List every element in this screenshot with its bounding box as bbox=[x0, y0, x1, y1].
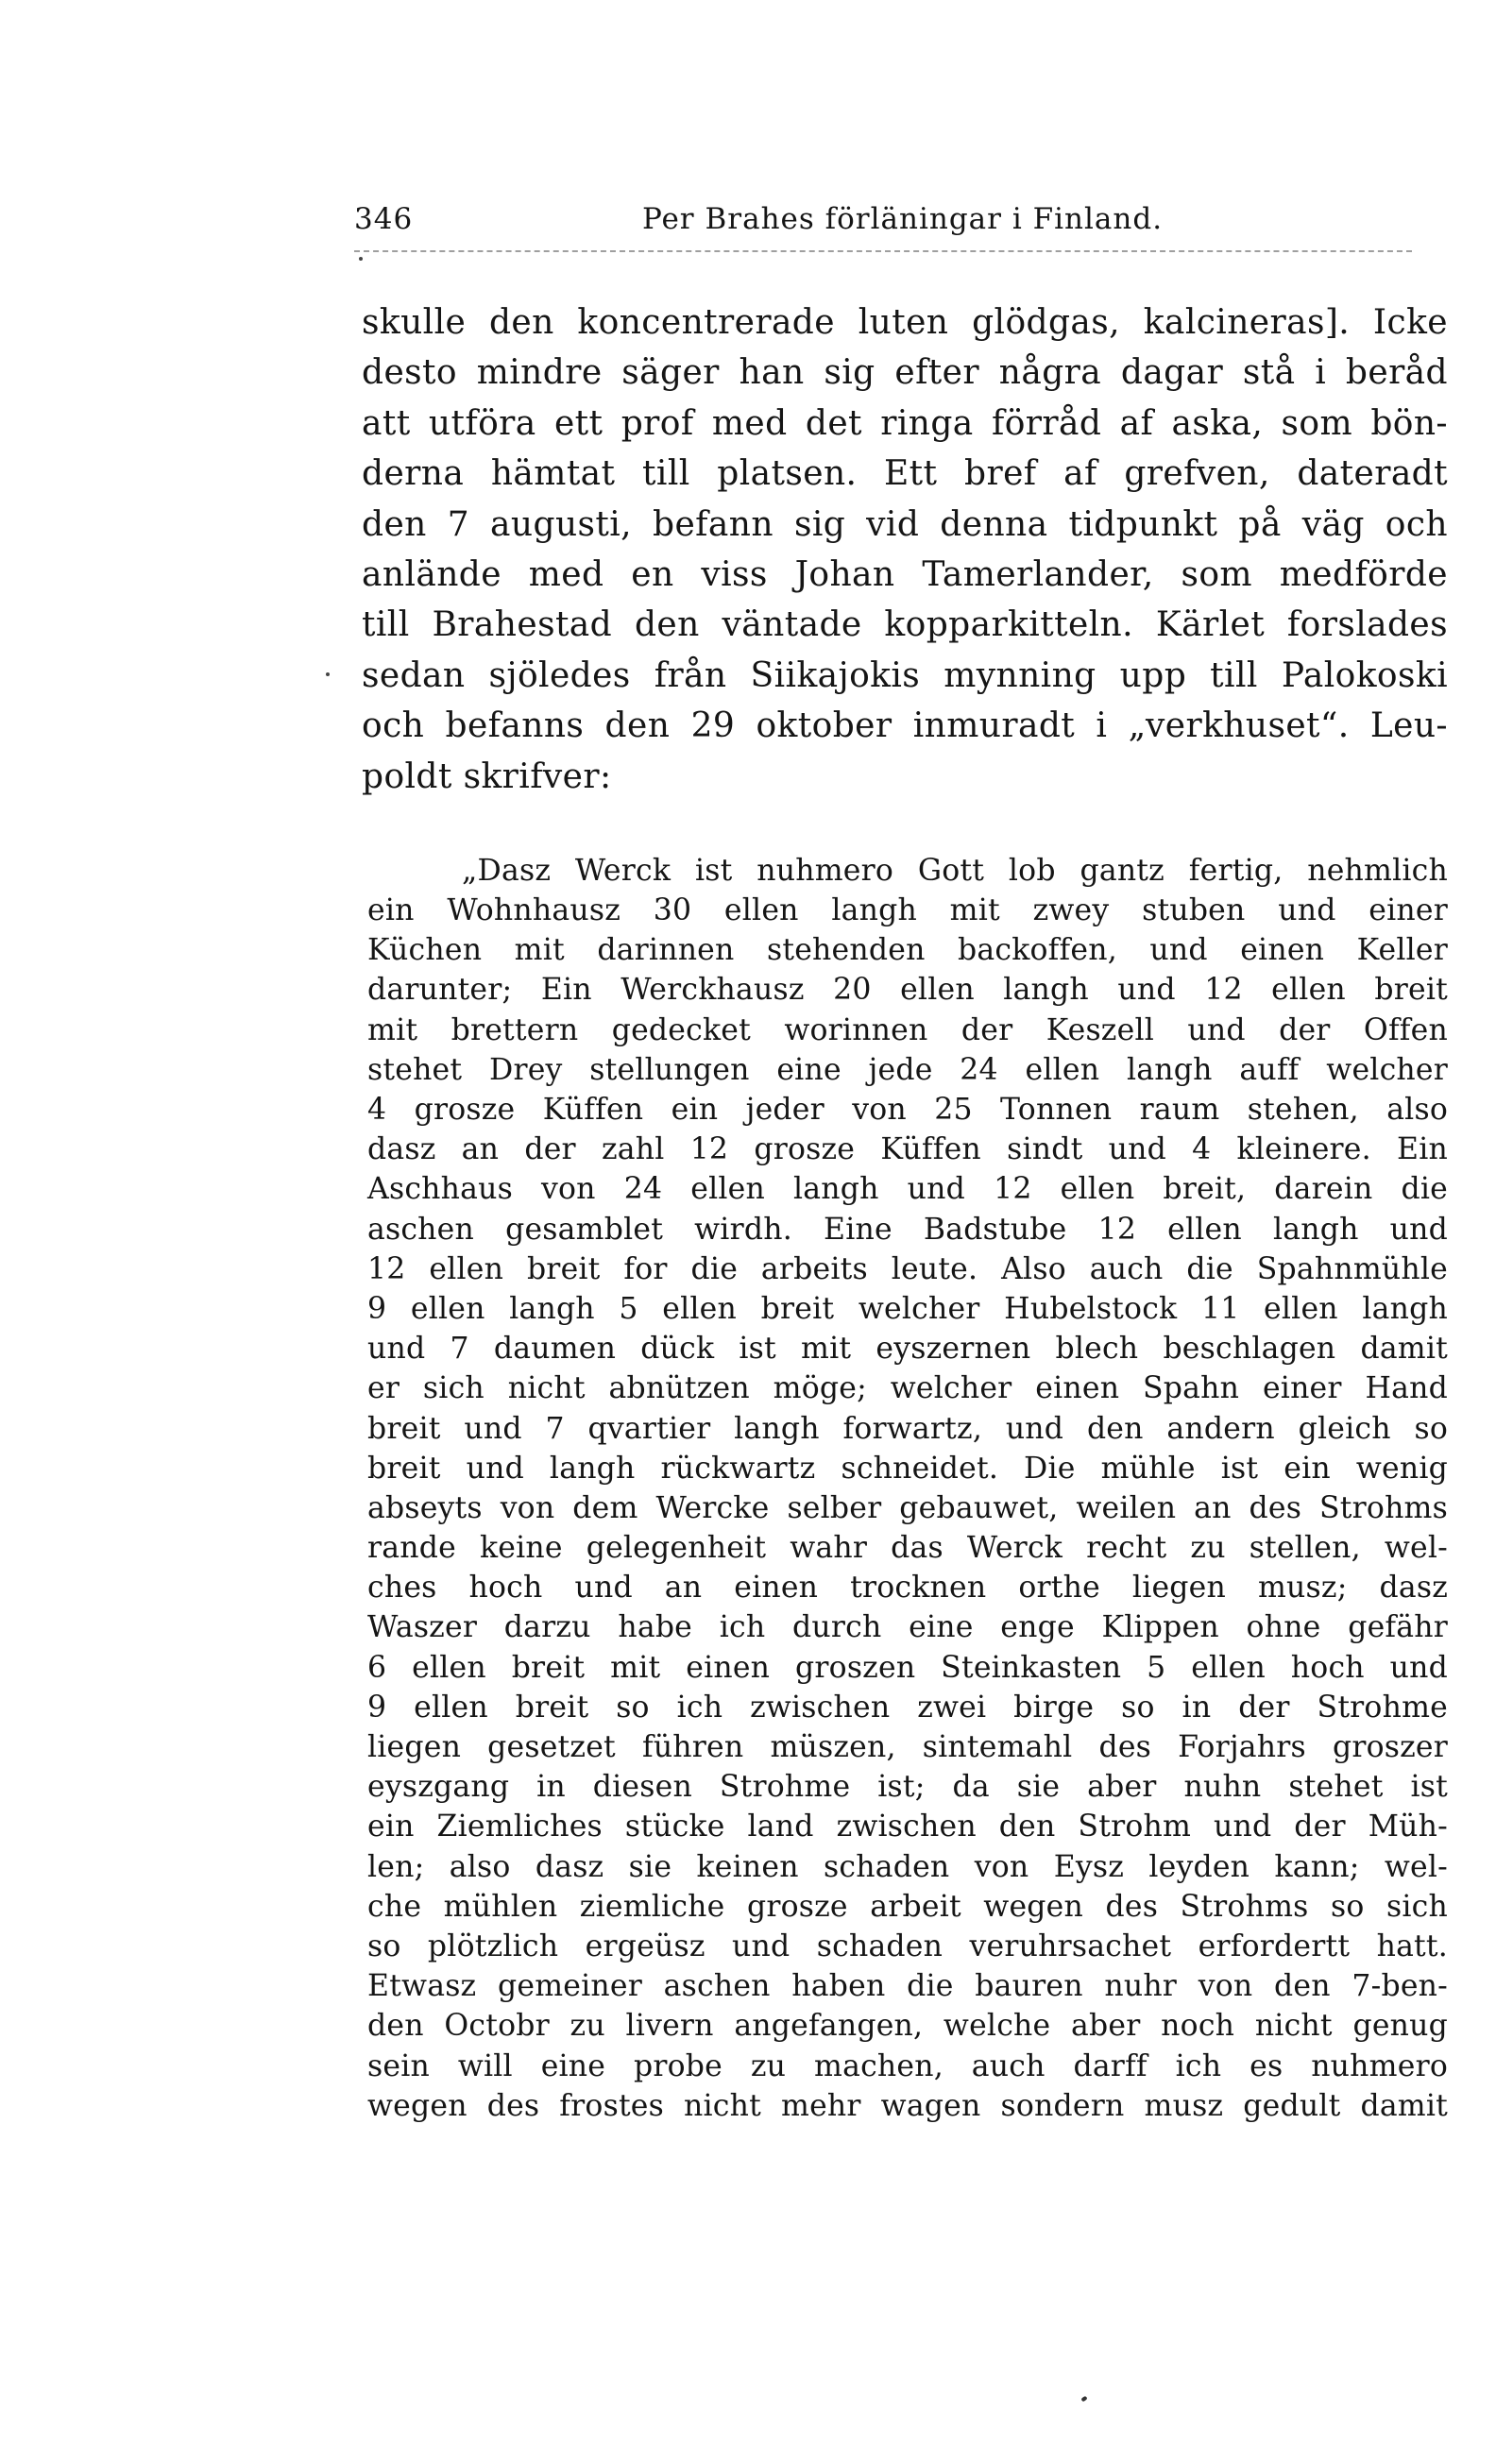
text-line: anlände med en viss Johan Tamerlander, som medförde bbox=[362, 554, 1448, 594]
quote-line: len; also dasz sie keinen schaden von Eysz leyden kann; wel- bbox=[367, 1849, 1448, 1884]
page-header bbox=[354, 200, 1459, 247]
body-text bbox=[362, 297, 1448, 2126]
quote-line: den Octobr zu livern angefangen, welche aber noch nicht genug bbox=[367, 2009, 1448, 2044]
text-line: skulle den koncentrerade luten glödgas, kalcineras]. Icke bbox=[362, 303, 1448, 342]
quote-line: Etwasz gemeiner aschen haben die bauren nuhr von den 7-ben- bbox=[367, 1969, 1448, 2004]
quote-line: rande keine gelegenheit wahr das Werck recht zu stellen, wel- bbox=[367, 1531, 1448, 1566]
quote-line: che mühlen ziemliche grosze arbeit wegen des Strohms so sich bbox=[367, 1889, 1448, 1924]
text-line: sedan sjöledes från Siikajokis mynning upp till Palokoski bbox=[362, 655, 1448, 695]
header-rule bbox=[354, 250, 1412, 252]
page-number: 346 bbox=[354, 202, 414, 236]
quote-line: ein Ziemliches stücke land zwischen den Strohm und der Müh- bbox=[367, 1810, 1448, 1844]
quote-line: wegen des frostes nicht mehr wagen sondern musz gedult damit bbox=[367, 2088, 1448, 2123]
text-line: poldt skrifver: bbox=[362, 756, 612, 796]
swedish-paragraph bbox=[362, 297, 1448, 802]
quote-line: Küchen mit darinnen stehenden backoffen, und einen Keller bbox=[367, 933, 1448, 968]
quote-line: stehet Drey stellungen eine jede 24 ellen langh auff welcher bbox=[367, 1052, 1448, 1087]
quote-line: „Dasz Werck ist nuhmero Gott lob gantz fertig, nehmlich bbox=[462, 853, 1448, 888]
quote-line: so plötzlich ergeüsz und schaden veruhrsachet erfordertt hatt. bbox=[367, 1929, 1448, 1963]
margin-speck bbox=[326, 672, 330, 676]
text-line: derna hämtat till platsen. Ett bref af grefven, dateradt bbox=[362, 454, 1448, 494]
quote-line: Waszer darzu habe ich durch eine enge Klippen ohne gefähr bbox=[367, 1610, 1448, 1645]
text-line: desto mindre säger han sig efter några dagar stå i beråd bbox=[362, 353, 1448, 393]
quote-line: mit brettern gedecket worinnen der Keszell und der Offen bbox=[367, 1012, 1448, 1047]
quote-line: ein Wohnhausz 30 ellen langh mit zwey stuben und einer bbox=[367, 893, 1448, 928]
text-line: att utföra ett prof med det ringa förråd af aska, som bön- bbox=[362, 403, 1448, 443]
quote-line: Aschhaus von 24 ellen langh und 12 ellen breit, darein die bbox=[367, 1172, 1448, 1207]
quote-line: darunter; Ein Werckhausz 20 ellen langh und 12 ellen breit bbox=[367, 973, 1448, 1008]
quote-line: dasz an der zahl 12 grosze Küffen sindt und 4 kleinere. Ein bbox=[367, 1132, 1448, 1167]
text-line: den 7 augusti, befann sig vid denna tidpunkt på väg och bbox=[362, 504, 1448, 544]
quote-line: 9 ellen breit so ich zwischen zwei birge so in der Strohme bbox=[367, 1690, 1448, 1725]
margin-speck bbox=[359, 257, 363, 261]
quote-line: 12 ellen breit for die arbeits leute. Also auch die Spahnmühle bbox=[367, 1251, 1448, 1286]
quote-line: und 7 daumen dück ist mit eyszernen blech beschlagen damit bbox=[367, 1332, 1448, 1367]
stray-ink-mark bbox=[1080, 2396, 1087, 2403]
quote-line: liegen gesetzet führen müszen, sintemahl des Forjahrs groszer bbox=[367, 1730, 1448, 1765]
text-line: och befanns den 29 oktober inmuradt i „verkhuset“. Leu- bbox=[362, 706, 1448, 746]
quote-line: 4 grosze Küffen ein jeder von 25 Tonnen raum stehen, also bbox=[367, 1093, 1448, 1128]
running-title: Per Brahes förläningar i Finland. bbox=[642, 202, 1164, 236]
quote-line: abseyts von dem Wercke selber gebauwet, weilen an des Strohms bbox=[367, 1490, 1448, 1525]
text-line: till Brahestad den väntade kopparkitteln. Kärlet forslades bbox=[362, 605, 1448, 645]
quote-line: breit und 7 qvartier langh forwartz, und den andern gleich so bbox=[367, 1411, 1448, 1446]
quote-line: sein will eine probe zu machen, auch darff ich es nuhmero bbox=[367, 2048, 1448, 2083]
quote-line: 6 ellen breit mit einen groszen Steinkasten 5 ellen hoch und bbox=[367, 1650, 1448, 1685]
quote-line: er sich nicht abnützen möge; welcher einen Spahn einer Hand bbox=[367, 1371, 1448, 1406]
quote-line: aschen gesamblet wirdh. Eine Badstube 12 ellen langh und bbox=[367, 1212, 1448, 1247]
quote-line: breit und langh rückwartz schneidet. Die mühle ist ein wenig bbox=[367, 1451, 1448, 1486]
quote-line: ches hoch und an einen trocknen orthe liegen musz; dasz bbox=[367, 1571, 1448, 1606]
quote-line: eyszgang in diesen Strohme ist; da sie aber nuhn stehet ist bbox=[367, 1770, 1448, 1805]
quote-line: 9 ellen langh 5 ellen breit welcher Hubelstock 11 ellen langh bbox=[367, 1291, 1448, 1326]
german-quote bbox=[367, 851, 1448, 2126]
